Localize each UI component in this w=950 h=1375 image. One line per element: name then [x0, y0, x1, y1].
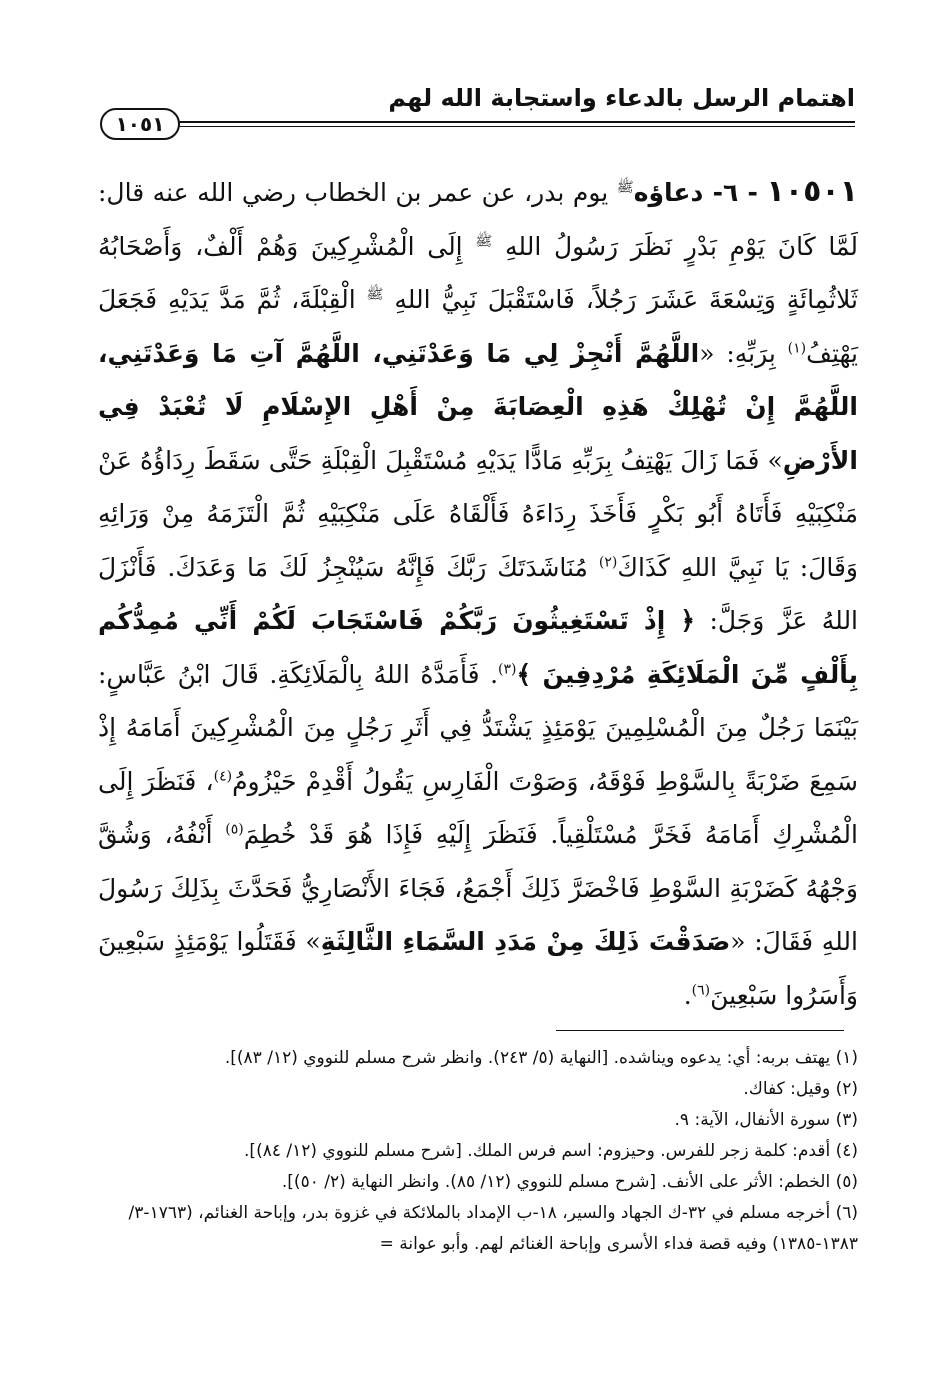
- hadith-passage: » فَقَتَلُوا يَوْمَئِذٍ سَبْعِينَ وَأَسَرُوا سَبْعِينَ: [98, 927, 858, 1010]
- hadith-passage: بِرَبِّهِ: «: [699, 338, 776, 368]
- honorific-glyph: ﷺ: [366, 286, 384, 303]
- footnote-ref-3: (٣): [498, 661, 517, 678]
- page-number-badge: ١٠٥١: [100, 108, 180, 140]
- hadith-passage: .: [683, 980, 692, 1010]
- hadith-passage: الْقِبْلَةَ، ثُمَّ مَدَّ يَدَيْهِ فَجَعَلَ يَهْتِفُ: [98, 285, 859, 368]
- hadith-passage: » فَمَا زَالَ يَهْتِفُ بِرَبِّهِ مَادًّا يَدَيْهِ مُسْتَقْبِلَ الْقِبْلَةِ حَتَّى سَقَطَ رِدَاؤُهُ عَنْ مَنْكِبَيْهِ فَأَتَاهُ أَبُو بَكْرٍ فَأَخَذَ رِدَاءَهُ فَأَلْقَاهُ عَلَى مَنْكِبَيْهِ ثُمَّ الْتَزَمَهُ مِنْ وَرَائِهِ وَقَالَ: يَا نَبِيَّ اللهِ كَذَاكَ: [98, 445, 859, 582]
- footnote-5: (٥) الخطم: الأثر على الأنف. [شرح مسلم للنووي (١٢/ ٨٥). وانظر النهاية (٢/ ٥٠)].: [281, 1172, 858, 1192]
- honorific-glyph: ﷺ: [475, 233, 493, 250]
- footnote-3: (٣) سورة الأنفال، الآية: ٩.: [674, 1110, 858, 1130]
- prophet-supplication: اللَّهُمَّ أَنْجِزْ لِي مَا وَعَدْتَنِي، اللَّهُمَّ آتِ مَا وَعَدْتَنِي، اللَّهُمَّ إِنْ تُهْلِكْ هَذِهِ الْعِصَابَةَ مِنْ أَهْلِ الإِسْلَامِ لَا تُعْبَدْ فِي الأَرْضِ: [98, 338, 858, 475]
- hadith-passage: . فَأَمَدَّهُ اللهُ بِالْمَلَائِكَةِ. قَالَ ابْنُ عَبَّاسٍ: بَيْنَمَا رَجُلٌ مِنَ الْمُسْلِمِينَ يَوْمَئِذٍ يَشْتَدُّ فِي أَثَرِ رَجُلٍ مِنَ الْمُشْرِكِينَ أَمَامَهُ إِذْ سَمِعَ ضَرْبَةً بِالسَّوْطِ فَوْقَهُ، وَصَوْتَ الْفَارِسِ يَقُولُ أَقْدِمْ حَيْزُومُ: [98, 659, 858, 796]
- footnote-1: (١) يهتف بربه: أي: يدعوه ويناشده. [النهاية (٥/ ٢٤٣). وانظر شرح مسلم للنووي (١٢/ ٨٣)].: [224, 1048, 858, 1068]
- footnote-ref-6: (٦): [691, 982, 711, 999]
- footnote-4: (٤) أقدم: كلمة زجر للفرس. وحيزوم: اسم فرس الملك. [شرح مسلم للنووي (١٢/ ٨٤)].: [244, 1141, 858, 1161]
- header-rule-thin: [175, 126, 855, 127]
- quran-verse: ﴿ إِذْ تَسْتَغِيثُونَ رَبَّكُمْ فَاسْتَجَابَ لَكُمْ أَنِّي مُمِدُّكُم بِأَلْفٍ مِّنَ الْمَلَائِكَةِ مُرْدِفِينَ ﴾: [98, 606, 858, 689]
- footnotes: [98, 1043, 858, 1260]
- footnote-ref-1: (١): [787, 340, 807, 357]
- footnote-ref-2: (٢): [598, 554, 618, 571]
- prophet-statement: صَدَقْتَ ذَلِكَ مِنْ مَدَدِ السَّمَاءِ الثَّالِثَةِ: [320, 927, 731, 956]
- footnote-ref-4: (٤): [213, 768, 233, 785]
- footnote-6: (٦) أخرجه مسلم في ٣٢-ك الجهاد والسير، ١٨-ب الإمداد بالملائكة في غزوة بدر، وإباحة الغنائم، (١٧٦٣-٣/ ١٣٨٣-١٣٨٥) وفيه قصة فداء الأسرى وإباحة الغنائم لهم. وأبو عوانة =: [128, 1203, 858, 1254]
- hadith-passage: أَنْفُهُ، وَشُقَّ وَجْهُهُ كَضَرْبَةِ السَّوْطِ فَاخْضَرَّ ذَلِكَ أَجْمَعُ، فَجَاءَ الأَنْصَارِيُّ فَحَدَّثَ بِذَلِكَ رَسُولَ اللهِ فَقَالَ: «: [98, 820, 858, 956]
- hadith-number: ١٠٥٠١: [766, 174, 859, 209]
- running-header: [100, 84, 855, 134]
- hadith-passage: إِلَى الْمُشْرِكِينَ وَهُمْ أَلْفٌ، وَأَصْحَابُهُ ثَلاثُمِائَةٍ وَتِسْعَةَ عَشَرَ رَجُلاً، فَاسْتَقْبَلَ نَبِيُّ اللهِ: [98, 231, 858, 314]
- header-title: اهتمام الرسل بالدعاء واستجابة الله لهم: [388, 84, 855, 112]
- hadith-passage: ، فَنَظَرَ إِلَى الْمُشْرِكِ أَمَامَهُ فَخَرَّ مُسْتَلْقِياً. فَنَظَرَ إِلَيْهِ فَإِذَا هُوَ قَدْ خُطِمَ: [98, 766, 858, 849]
- footnote-ref-5: (٥): [225, 821, 244, 838]
- chapter-label: - ٦- دعاؤه: [633, 178, 758, 207]
- header-rule: [175, 121, 855, 123]
- hadith-passage: مُنَاشَدَتَكَ رَبَّكَ فَإِنَّهُ سَيُنْجِزُ لَكَ مَا وَعَدَكَ. فَأَنْزَلَ اللهُ عَزَّ وَجَلَّ:: [98, 552, 859, 635]
- hadith-intro: يوم بدر، عن عمر بن الخطاب رضي الله عنه قال: لَمَّا كَانَ يَوْمِ بَدْرٍ نَظَرَ رَسُولُ اللهِ: [98, 178, 859, 261]
- footnote-2: (٢) وقيل: كفاك.: [743, 1079, 858, 1099]
- hadith-text: [98, 165, 858, 1022]
- footnote-separator: [556, 1030, 844, 1031]
- honorific-glyph: ﷺ: [616, 179, 634, 196]
